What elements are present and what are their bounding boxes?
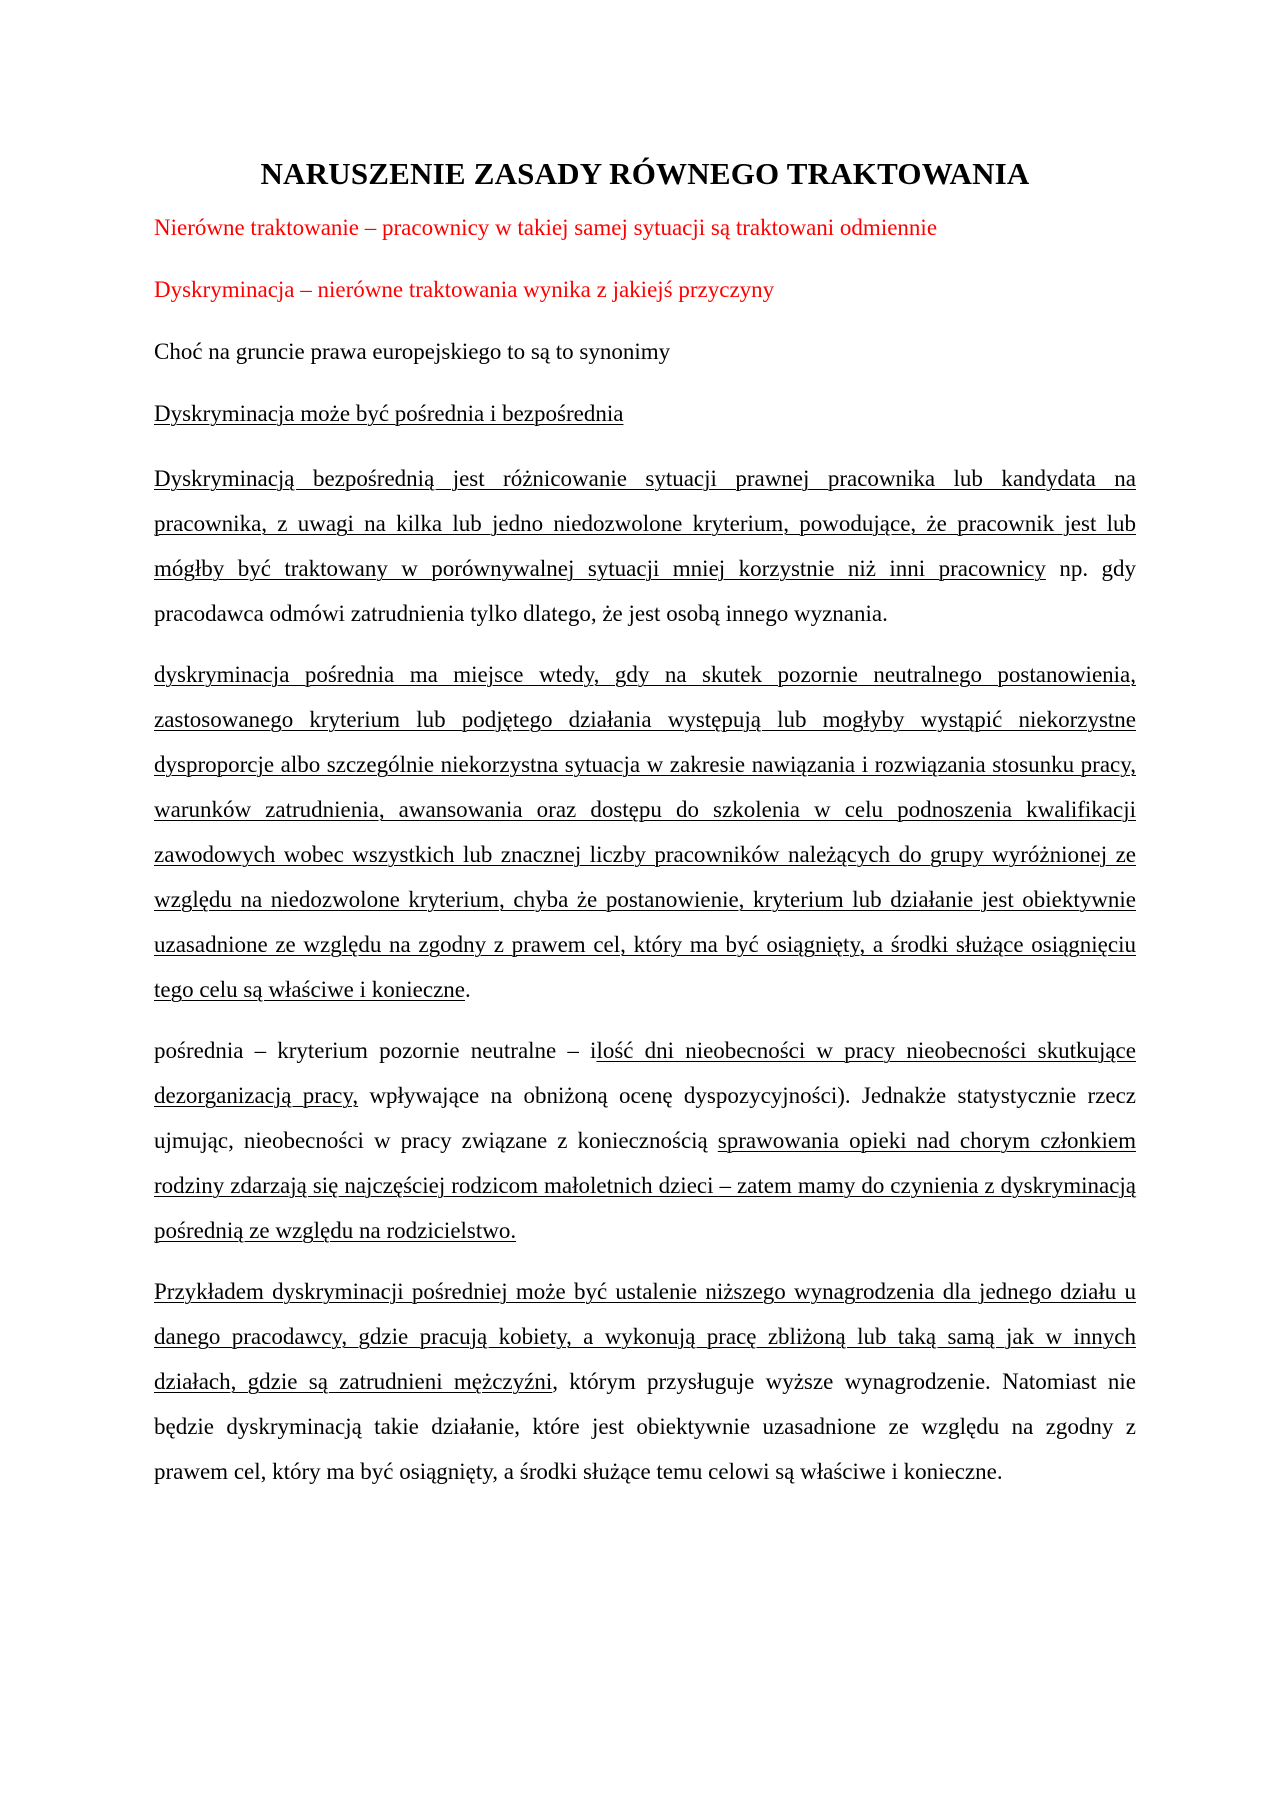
document-title: NARUSZENIE ZASADY RÓWNEGO TRAKTOWANIA — [260, 156, 1030, 191]
paragraph-indirect-discrimination — [154, 652, 1136, 1012]
wage-example-underlined: Przykładem dyskryminacji pośredniej może być ustalenie niższego wynagrodzenia dla jednego działu u danego pracodawcy, gdzie pracują kobiety, a wykonują pracę zbliżoną lub taką samą jak w innych działach, gdzie są zatrudnieni mężczyźni — [154, 1279, 1136, 1394]
indirect-discrimination-definition: dyskryminacja pośrednia ma miejsce wtedy, gdy na skutek pozornie neutralnego postanowienia, zastosowanego kryterium lub podjętego działania występują lub mogłyby wystąpić niekorzystne dysproporcje albo szczególnie niekorzystna sytuacja w zakresie nawiązania i rozwiązania stosunku pracy, warunków zatrudnienia, awansowania oraz dostępu do szkolenia w celu podnoszenia kwalifikacji zawodowych wobec wszystkich lub znacznej liczby pracowników należących do grupy wyróżnionej ze względu na niedozwolone kryterium, chyba że postanowienie, kryterium lub działanie jest obiektywnie uzasadnione ze względu na zgodny z prawem cel, który ma być osiągnięty, a środki służące osiągnięciu tego celu są właściwe i konieczne — [154, 662, 1136, 1002]
definition-discrimination: Dyskryminacja – nierówne traktowania wynika z jakiejś przyczyny — [154, 277, 775, 302]
indirect-example-parenthood: sprawowania opieki nad chorym członkiem rodziny zdarzają się najczęściej rodzicom małoletnich dzieci – zatem mamy do czynienia z dyskryminacją pośrednią ze względu na rodzicielstwo. — [154, 1128, 1136, 1243]
indirect-example-intro: pośrednia – kryterium pozornie neutralne – i — [154, 1038, 597, 1063]
indirect-example-statistics: wpływające na obniżoną ocenę dyspozycyjności). Jednakże statystycznie rzecz ujmując, nieobecności w pracy związane z koniecznością — [154, 1083, 1136, 1153]
discrimination-types-text: Dyskryminacja może być pośrednia i bezpośrednia — [154, 401, 624, 426]
discrimination-types-heading — [154, 394, 1136, 434]
paragraph-direct-discrimination — [154, 456, 1136, 636]
indirect-discrimination-end: . — [465, 977, 471, 1002]
document-body — [154, 152, 1136, 1510]
european-law-note: Choć na gruncie prawa europejskiego to są to synonimy — [154, 339, 671, 364]
paragraph-indirect-example — [154, 1028, 1136, 1253]
indirect-example-absence: lość dni nieobecności w pracy nieobecności skutkujące dezorganizacją pracy, — [154, 1038, 1136, 1108]
direct-discrimination-example: np. gdy pracodawca odmówi zatrudnienia tylko dlatego, że jest osobą innego wyznania. — [154, 556, 1137, 626]
wage-example-rest: , którym przysługuje wyższe wynagrodzenie. Natomiast nie będzie dyskryminacją takie działanie, które jest obiektywnie uzasadnione ze względu na zgodny z prawem cel, który ma być osiągnięty, a środki służące temu celowi są właściwe i konieczne. — [154, 1369, 1137, 1484]
direct-discrimination-definition: Dyskryminacją bezpośrednią jest różnicowanie sytuacji prawnej pracownika lub kandydata na pracownika, z uwagi na kilka lub jedno niedozwolone kryterium, powodujące, że pracownik jest lub mógłby być traktowany w porównywalnej sytuacji mniej korzystnie niż inni pracownicy — [154, 466, 1136, 581]
paragraph-wage-example — [154, 1269, 1136, 1494]
definition-unequal-treatment: Nierówne traktowanie – pracownicy w takiej samej sytuacji są traktowani odmiennie — [154, 215, 938, 240]
